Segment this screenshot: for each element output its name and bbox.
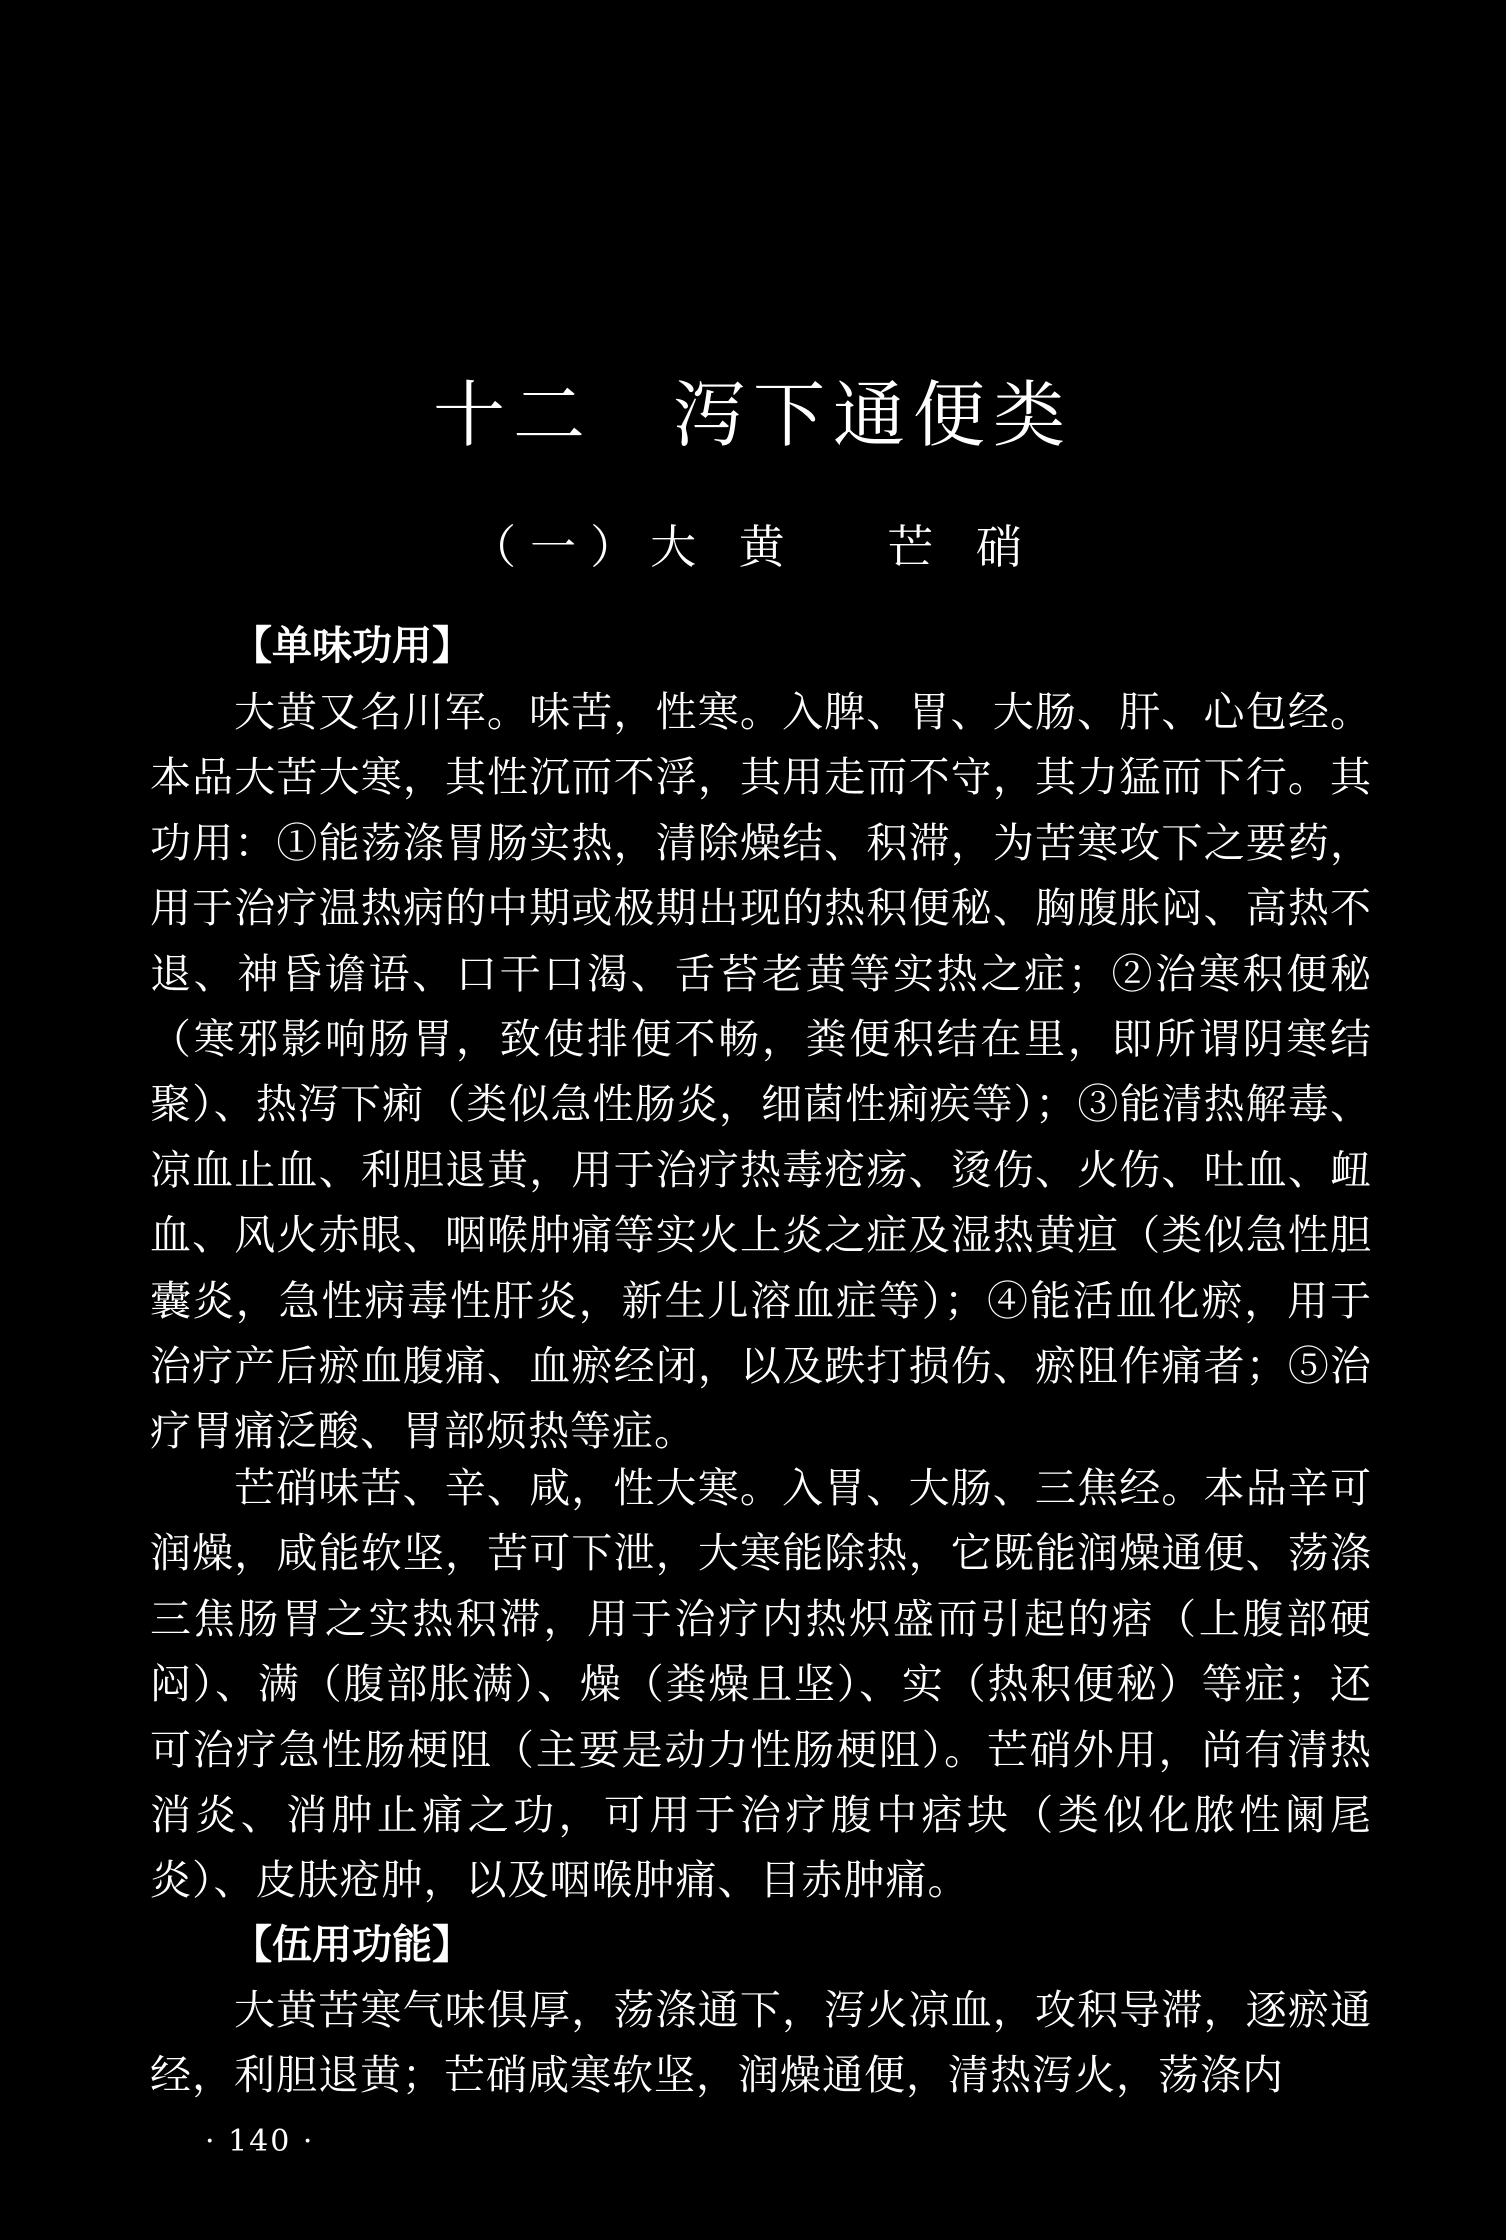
section-title: （一）大 黄 芒 硝 — [470, 520, 1036, 574]
page-number: · 140 · — [205, 2124, 315, 2159]
combined-use-heading: 【伍用功能】 — [232, 1922, 472, 1968]
paragraph-mangxiao: 芒硝味苦、辛、咸，性大寒。入胃、大肠、三焦经。本品辛可润燥，咸能软坚，苦可下泄，大寒能除热，它既能润燥通便、荡涤三焦肠胃之实热积滞，用于治疗内热炽盛而引起的痞（上腹部硬闷）、满（腹部胀满）、燥（粪燥且坚）、实（热积便秘）等症；还可治疗急性肠梗阻（主要是动力性肠梗阻）。芒硝外用，尚有清热消炎、消肿止痛之功，可用于治疗腹中痞块（类似化脓性阑尾炎）、皮肤疮肿，以及咽喉肿痛、目赤肿痛。 — [150, 1464, 1372, 1905]
paragraph-combined-use: 大黄苦寒气味俱厚，荡涤通下，泻火凉血，攻积导滞，逐瘀通经，利胆退黄；芒硝咸寒软坚，润燥通便，清热泻火，荡涤内 — [150, 1986, 1372, 2100]
paragraph-dahuang: 大黄又名川军。味苦，性寒。入脾、胃、大肠、肝、心包经。本品大苦大寒，其性沉而不浮，其用走而不守，其力猛而下行。其功用：①能荡涤胃肠实热，清除燥结、积滞，为苦寒攻下之要药，用于治疗温热病的中期或极期出现的热积便秘、胸腹胀闷、高热不退、神昏谵语、口干口渴、舌苔老黄等实热之症；②治寒积便秘（寒邪影响肠胃，致使排便不畅，粪便积结在里，即所谓阴寒结聚）、热泻下痢（类似急性肠炎，细菌性痢疾等）；③能清热解毒、凉血止血、利胆退黄，用于治疗热毒疮疡、烫伤、火伤、吐血、衄血、风火赤眼、咽喉肿痛等实火上炎之症及湿热黄疸（类似急性胆囊炎，急性病毒性肝炎，新生儿溶血症等）；④能活血化瘀，用于治疗产后瘀血腹痛、血瘀经闭，以及跌打损伤、瘀阻作痛者；⑤治疗胃痛泛酸、胃部烦热等症。 — [150, 688, 1372, 1456]
single-use-heading: 【单味功用】 — [232, 623, 472, 669]
chapter-title: 十二 泻下通便类 — [432, 373, 1073, 457]
